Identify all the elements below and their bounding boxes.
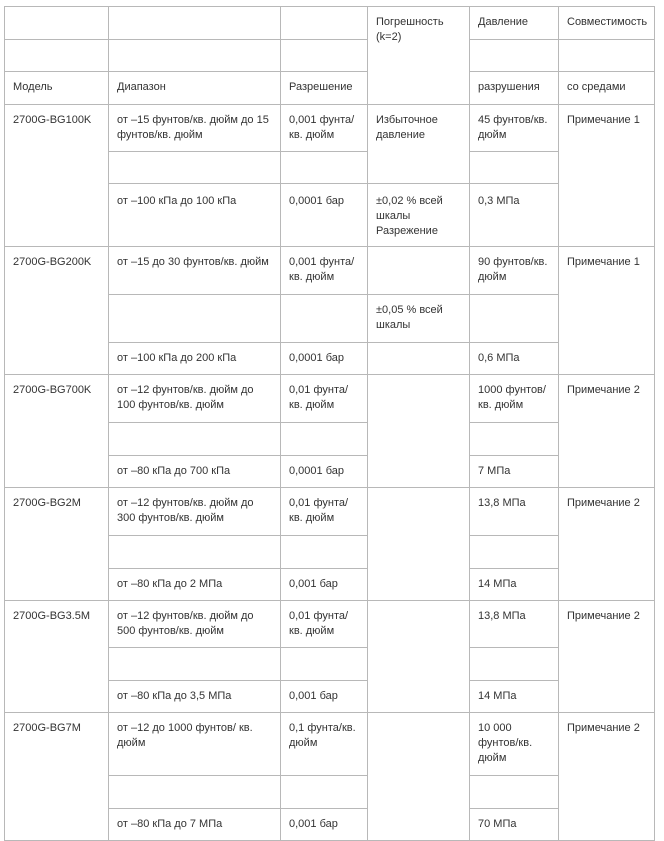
burst-si-cell: 14 МПа	[469, 568, 559, 601]
range-psi-cell: от –12 до 1000 фунтов/ кв. дюйм	[108, 712, 281, 776]
compatibility-cell: Примечание 1	[558, 104, 655, 247]
header-empty-cell	[4, 6, 109, 40]
empty-cell	[108, 647, 281, 681]
header-empty-cell	[469, 39, 559, 72]
resolution-psi-cell: 0,01 фунта/кв. дюйм	[280, 487, 368, 536]
empty-cell	[367, 342, 470, 375]
empty-cell	[280, 151, 368, 184]
range-psi-cell: от –15 до 30 фунтов/кв. дюйм	[108, 246, 281, 295]
resolution-psi-cell: 0,01 фунта/кв. дюйм	[280, 374, 368, 423]
burst-psi-cell: 90 фунтов/кв. дюйм	[469, 246, 559, 295]
range-si-cell: от –100 кПа до 100 кПа	[108, 183, 281, 247]
accuracy-cell: ±0,02 % всей шкалы Разрежение	[367, 183, 470, 247]
empty-cell	[108, 535, 281, 569]
resolution-psi-cell: 0,01 фунта/кв. дюйм	[280, 600, 368, 648]
model-cell: 2700G-BG2M	[4, 487, 109, 601]
compatibility-cell: Примечание 1	[558, 246, 655, 375]
header-accuracy: Погрешность (k=2)	[367, 6, 470, 105]
empty-cell	[469, 647, 559, 681]
empty-cell	[108, 775, 281, 809]
empty-cell	[280, 535, 368, 569]
resolution-si-cell: 0,001 бар	[280, 680, 368, 713]
compatibility-cell: Примечание 2	[558, 374, 655, 488]
resolution-si-cell: 0,001 бар	[280, 808, 368, 841]
empty-cell	[469, 151, 559, 184]
empty-cell	[367, 374, 470, 488]
range-psi-cell: от –15 фунтов/кв. дюйм до 15 фунтов/кв. дюйм	[108, 104, 281, 152]
empty-cell	[108, 151, 281, 184]
empty-cell	[469, 422, 559, 456]
empty-cell	[108, 422, 281, 456]
empty-cell	[469, 294, 559, 343]
range-si-cell: от –100 кПа до 200 кПа	[108, 342, 281, 375]
burst-si-cell: 14 МПа	[469, 680, 559, 713]
empty-cell	[280, 422, 368, 456]
empty-cell	[280, 647, 368, 681]
empty-cell	[367, 712, 470, 841]
header-empty-cell	[280, 6, 368, 40]
resolution-si-cell: 0,0001 бар	[280, 183, 368, 247]
header-pressure-bottom: разрушения	[469, 71, 559, 105]
resolution-psi-cell: 0,001 фунта/ кв. дюйм	[280, 246, 368, 295]
range-psi-cell: от –12 фунтов/кв. дюйм до 300 фунтов/кв. дюйм	[108, 487, 281, 536]
burst-psi-cell: 10 000 фунтов/кв. дюйм	[469, 712, 559, 776]
model-cell: 2700G-BG100K	[4, 104, 109, 247]
model-cell: 2700G-BG200K	[4, 246, 109, 375]
header-empty-cell	[280, 39, 368, 72]
burst-psi-cell: 13,8 МПа	[469, 487, 559, 536]
empty-cell	[367, 487, 470, 601]
header-empty-cell	[108, 39, 281, 72]
model-cell: 2700G-BG700K	[4, 374, 109, 488]
range-si-cell: от –80 кПа до 7 МПа	[108, 808, 281, 841]
empty-cell	[108, 294, 281, 343]
range-si-cell: от –80 кПа до 3,5 МПа	[108, 680, 281, 713]
header-empty-cell	[108, 6, 281, 40]
header-empty-cell	[558, 39, 655, 72]
header-model: Модель	[4, 71, 109, 105]
resolution-si-cell: 0,0001 бар	[280, 455, 368, 488]
burst-psi-cell: 13,8 МПа	[469, 600, 559, 648]
model-cell: 2700G-BG7M	[4, 712, 109, 841]
range-psi-cell: от –12 фунтов/кв. дюйм до 100 фунтов/кв. дюйм	[108, 374, 281, 423]
header-resolution: Разрешение	[280, 71, 368, 105]
burst-si-cell: 0,6 МПа	[469, 342, 559, 375]
resolution-psi-cell: 0,001 фунта/ кв. дюйм	[280, 104, 368, 152]
empty-cell	[280, 775, 368, 809]
empty-cell	[469, 535, 559, 569]
range-si-cell: от –80 кПа до 2 МПа	[108, 568, 281, 601]
burst-si-cell: 0,3 МПа	[469, 183, 559, 247]
empty-cell	[280, 294, 368, 343]
resolution-si-cell: 0,001 бар	[280, 568, 368, 601]
header-empty-cell	[4, 39, 109, 72]
empty-cell	[469, 775, 559, 809]
model-cell: 2700G-BG3.5M	[4, 600, 109, 713]
compatibility-cell: Примечание 2	[558, 712, 655, 841]
burst-si-cell: 70 МПа	[469, 808, 559, 841]
range-psi-cell: от –12 фунтов/кв. дюйм до 500 фунтов/кв. дюйм	[108, 600, 281, 648]
accuracy-cell: Избыточное давление	[367, 104, 470, 184]
header-range: Диапазон	[108, 71, 281, 105]
resolution-si-cell: 0,0001 бар	[280, 342, 368, 375]
header-compat-top: Совместимость	[558, 6, 655, 40]
accuracy-cell: ±0,05 % всей шкалы	[367, 294, 470, 343]
resolution-psi-cell: 0,1 фунта/кв. дюйм	[280, 712, 368, 776]
compatibility-cell: Примечание 2	[558, 600, 655, 713]
empty-cell	[367, 600, 470, 713]
empty-cell	[367, 246, 470, 295]
range-si-cell: от –80 кПа до 700 кПа	[108, 455, 281, 488]
burst-psi-cell: 1000 фунтов/ кв. дюйм	[469, 374, 559, 423]
header-compat-bottom: со средами	[558, 71, 655, 105]
burst-si-cell: 7 МПа	[469, 455, 559, 488]
compatibility-cell: Примечание 2	[558, 487, 655, 601]
header-pressure-top: Давление	[469, 6, 559, 40]
burst-psi-cell: 45 фунтов/кв. дюйм	[469, 104, 559, 152]
